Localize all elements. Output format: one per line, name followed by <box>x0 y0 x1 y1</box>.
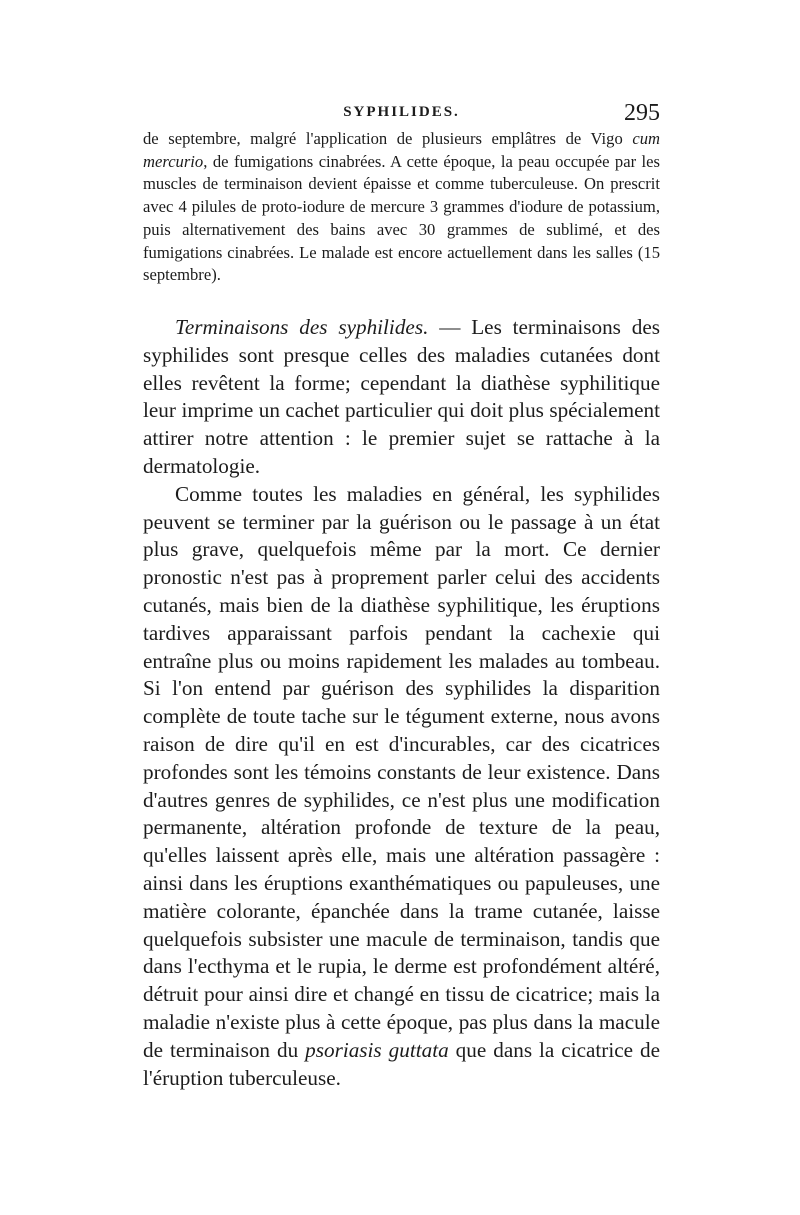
italic-term: psoriasis guttata <box>305 1037 449 1062</box>
section-paragraph-2 <box>143 481 660 1093</box>
case-note-text-end: , de fumigations cinabrées. A cette époque, la peau occupée par les muscles de terminaison devient épaisse et comme tuberculeuse. On prescrit avec 4 pilules de proto-iodure de mercure 3 grammes d'iodure de potassium, puis alternativement des bains avec 30 grammes de sublimé, et des fumigations cinabrées. Le malade est encore actuellement dans les salles (15 septembre). <box>143 151 660 285</box>
running-title: SYPHILIDES. <box>343 104 460 120</box>
page-header <box>143 100 660 130</box>
case-note-paragraph <box>143 128 660 287</box>
section-paragraph-2-end: que dans la cicatrice de l'éruption tuberculeuse. <box>143 1037 661 1090</box>
page-number: 295 <box>624 100 660 126</box>
case-note-italic: cum mercurio <box>143 129 660 171</box>
main-text <box>143 314 660 1092</box>
section-paragraph-1 <box>143 314 660 481</box>
section-paragraph-2-text: Comme toutes les maladies en général, les syphilides peuvent se terminer par la guérison ou le passage à un état plus grave, quelquefois même par la mort. Ce dernier pronostic n'est pas à proprement parler celui des accidents cutanés, mais bien de la diathèse syphilitique, les éruptions tardives apparaissant parfois pendant la cachexie qui entraîne plus ou moins rapidement les malades au tombeau. Si l'on entend par guérison des syphilides la disparition complète de toute tache sur le tégument externe, nous avons raison de dire qu'il en est d'incurables, car des cicatrices profondes sont les témoins constants de leur existence. Dans d'autres genres de syphilides, ce n'est plus une modification permanente, altération profonde de texture de la peau, qu'elles laissent après elle, mais une altération passagère : ainsi dans les éruptions exanthématiques ou papuleuses, une matière colorante, épanchée dans la trame cutanée, laisse quelquefois subsister une macule de terminaison, tandis que dans l'ecthyma et le rupia, le derme est profondément altéré, détruit pour ainsi dire et changé en tissu de cicatrice; mais la maladie n'existe plus à cette époque, pas plus dans la macule de terminaison du <box>143 481 660 1062</box>
section-paragraph-1-text: — Les terminaisons des syphilides sont presque celles des maladies cutanées dont elles revêtent la forme; cependant la diathèse syphilitique leur imprime un cachet particulier qui doit plus spécialement attirer notre attention : le premier sujet se rattache à la dermatologie. <box>143 315 660 478</box>
case-note-text-start: de septembre, malgré l'application de plusieurs emplâtres de Vigo <box>143 129 633 148</box>
case-note <box>143 128 660 287</box>
section-title: Terminaisons des syphilides. <box>175 315 429 339</box>
